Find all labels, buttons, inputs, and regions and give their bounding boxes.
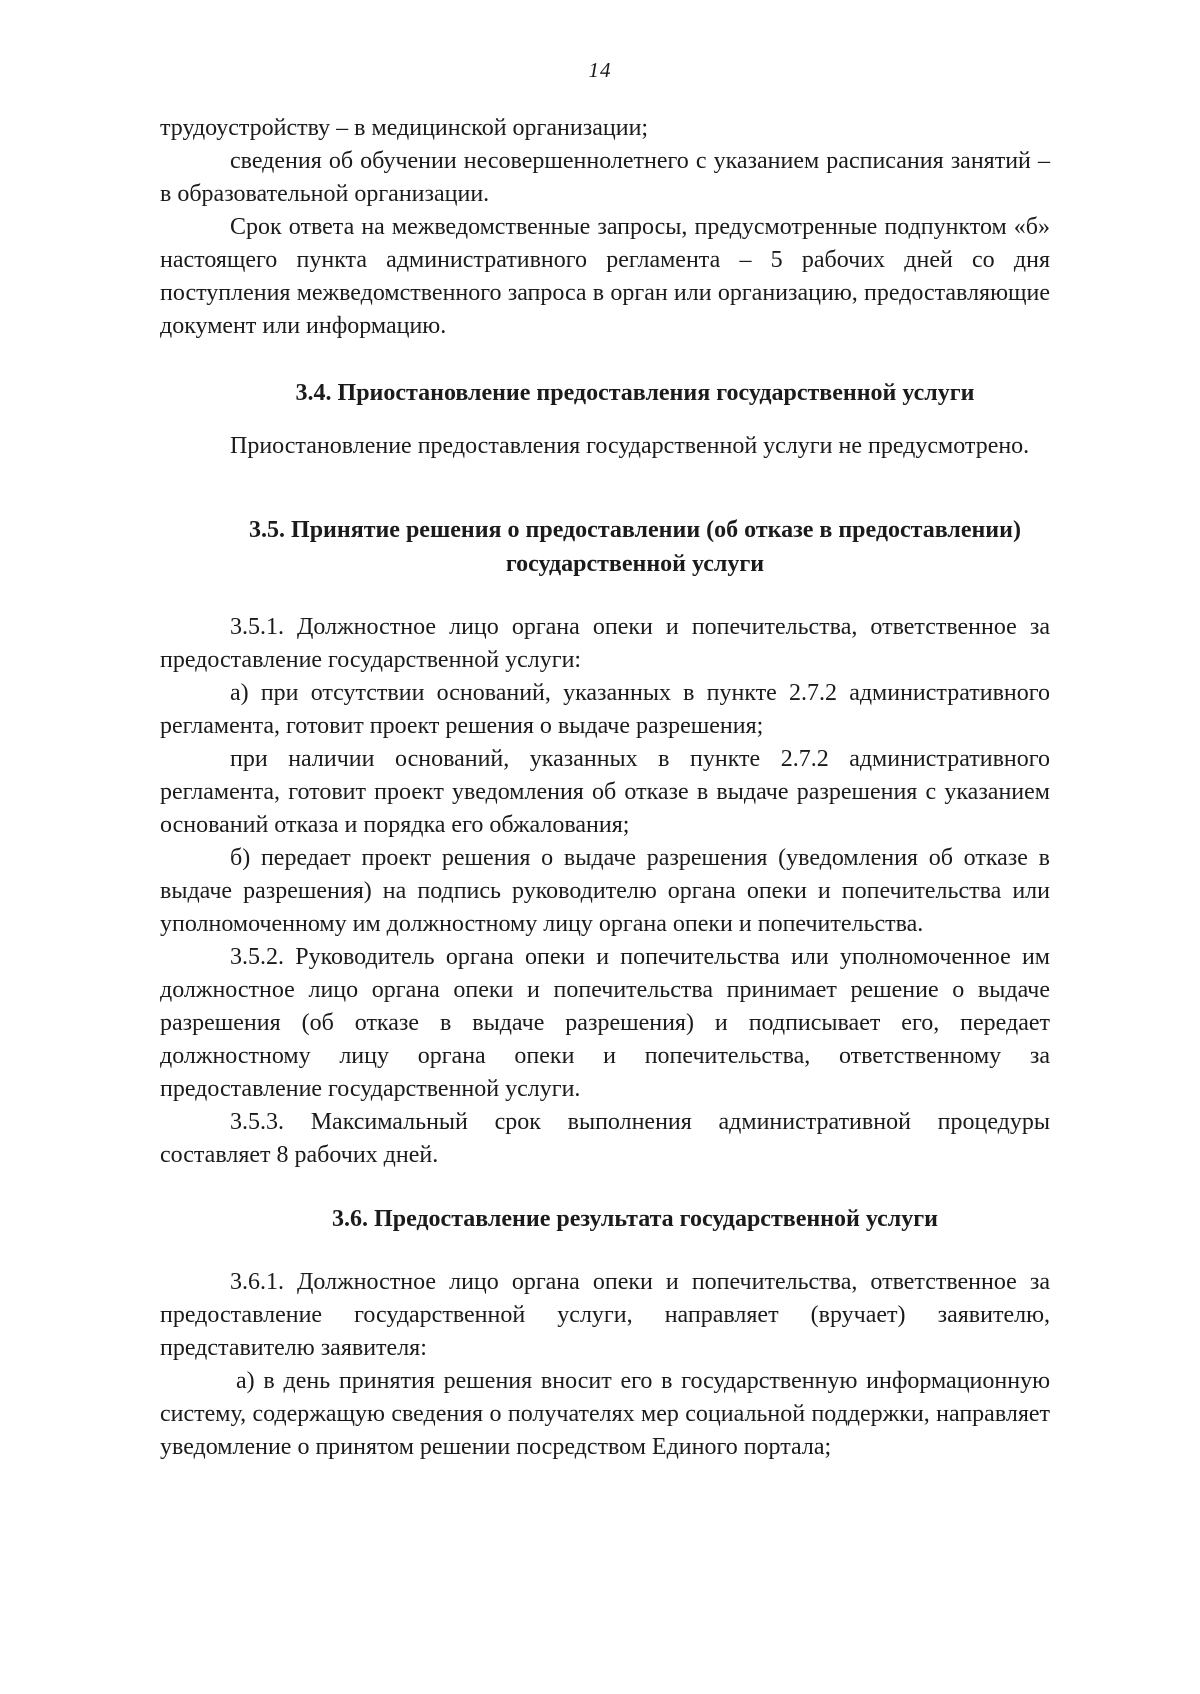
paragraph: трудоустройству – в медицинской организации; — [160, 115, 649, 141]
paragraph: а) при отсутствии оснований, указанных в пункте 2.7.2 административного регламента, готовит проект решения о выдаче разрешения; — [160, 680, 1050, 739]
paragraph: а) в день принятия решения вносит его в государственную информационную систему, содержащую сведения о получателях мер социальной поддержки, направляет уведомление о принятом решении посредством Единого портала; — [160, 1368, 1050, 1460]
paragraph: при наличии оснований, указанных в пункте 2.7.2 административного регламента, готовит проект уведомления об отказе в выдаче разрешения с указанием оснований отказа и порядка его обжалования; — [160, 746, 1050, 838]
paragraph: Приостановление предоставления государственной услуги не предусмотрено. — [230, 433, 1030, 459]
paragraph: б) передает проект решения о выдаче разрешения (уведомления об отказе в выдаче разрешения) на подпись руководителю органа опеки и попечительства или уполномоченному им должностному лицу органа опеки и попечительства. — [160, 845, 1050, 937]
paragraph: Срок ответа на межведомственные запросы, предусмотренные подпунктом «б» настоящего пункта административного регламента – 5 рабочих дней со дня поступления межведомственного запроса в орган или организацию, предоставляющие документ или информацию. — [160, 214, 1050, 339]
paragraph: 3.6.1. Должностное лицо органа опеки и попечительства, ответственное за предоставление государственной услуги, направляет (вручает) заявителю, представителю заявителя: — [160, 1269, 1050, 1361]
section-3-4-title: 3.4. Приостановление предоставления государственной услуги — [295, 380, 975, 406]
paragraph: 3.5.2. Руководитель органа опеки и попечительства или уполномоченное им должностное лицо органа опеки и попечительства принимает решение о выдаче разрешения (об отказе в выдаче разрешения) и подписывает его, передает должностному лицу органа опеки и попечительства, ответственному за предоставление государственной услуги. — [160, 944, 1050, 1102]
section-3-5-title: 3.5. Принятие решения о предоставлении (об отказе в предоставлении) государственной услуги — [249, 517, 1021, 577]
section-3-6-title: 3.6. Предоставление результата государственной услуги — [332, 1206, 938, 1232]
document-body — [160, 112, 1050, 1464]
paragraph: 3.5.1. Должностное лицо органа опеки и попечительства, ответственное за предоставление государственной услуги: — [160, 614, 1050, 673]
page-number: 14 — [588, 58, 612, 82]
paragraph: 3.5.3. Максимальный срок выполнения административной процедуры составляет 8 рабочих дней. — [160, 1109, 1050, 1168]
paragraph: сведения об обучении несовершеннолетнего с указанием расписания занятий – в образовательной организации. — [160, 148, 1050, 207]
